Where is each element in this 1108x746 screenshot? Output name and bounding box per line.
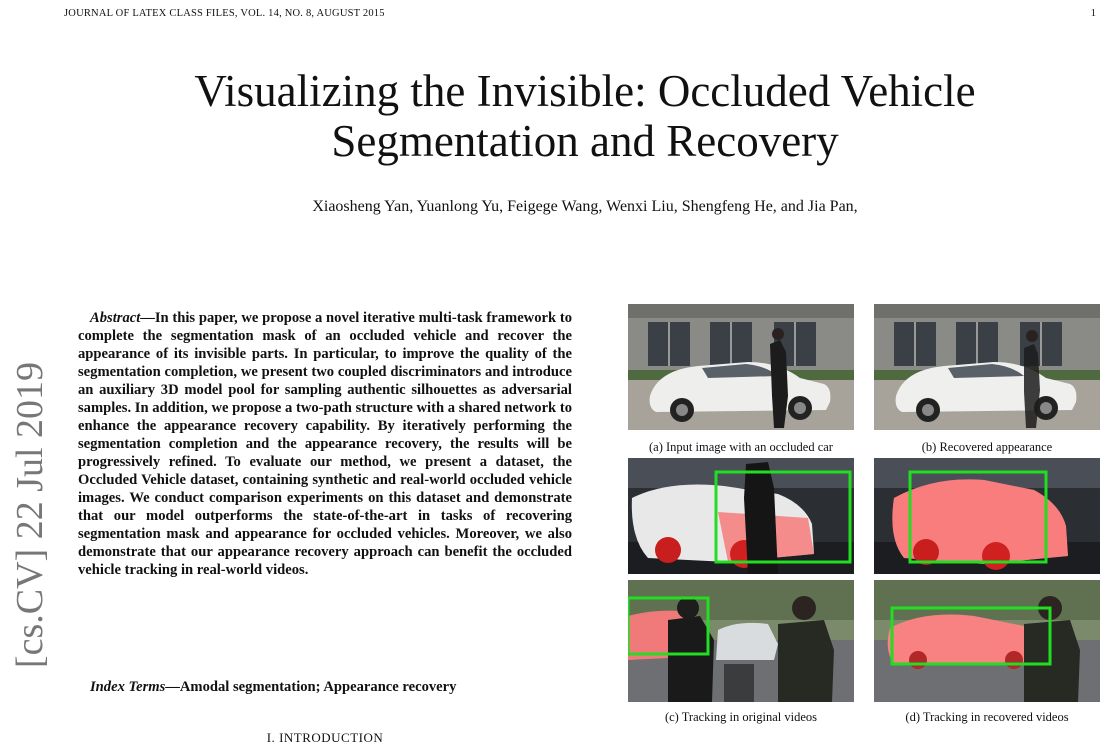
title-line-2: Segmentation and Recovery	[331, 116, 839, 166]
caption-a: (a) Input image with an occluded car	[649, 440, 833, 454]
abstract-dash: —	[140, 310, 155, 326]
panel-recovered-appearance	[874, 304, 1100, 430]
caption-c: (c) Tracking in original videos	[664, 710, 818, 724]
arxiv-stamp: [cs.CV] 22 Jul 2019	[9, 361, 51, 669]
abstract-paragraph	[78, 309, 572, 579]
section-number: I.	[266, 730, 276, 745]
paper-title	[80, 66, 1090, 166]
index-terms	[78, 678, 572, 696]
index-terms-text: Amodal segmentation; Appearance recovery	[179, 679, 457, 695]
panel-segmentation-recovered	[874, 458, 1100, 574]
index-terms-heading: Index Terms	[90, 679, 166, 695]
teaser-figure	[620, 302, 1100, 732]
panel-segmentation-original	[628, 458, 854, 574]
recovered-appearance-picture	[874, 304, 1100, 430]
abstract	[78, 309, 572, 579]
abstract-heading: Abstract	[90, 310, 141, 326]
tracking-recovered-picture	[874, 580, 1100, 702]
section-title: INTRODUCTION	[279, 730, 384, 745]
segmentation-recovered-picture	[874, 458, 1100, 574]
running-head: JOURNAL OF LATEX CLASS FILES, VOL. 14, NO. 8, AUGUST 2015	[64, 8, 385, 19]
section-heading	[78, 730, 572, 746]
tracking-original-picture	[628, 580, 854, 702]
caption-d: (d) Tracking in recovered videos	[905, 710, 1069, 724]
author-list: Xiaosheng Yan, Yuanlong Yu, Feigege Wang, Wenxi Liu, Shengfeng He, and Jia Pan,	[312, 198, 858, 215]
panel-input-image	[628, 304, 854, 430]
input-image-picture	[628, 304, 854, 430]
segmentation-original-picture	[628, 458, 854, 574]
page-number: 1	[1090, 8, 1096, 19]
title-line-1: Visualizing the Invisible: Occluded Vehicle	[194, 66, 976, 116]
panel-tracking-recovered	[874, 580, 1100, 702]
abstract-text: In this paper, we propose a novel iterative multi-task framework to complete the segmentation mask of an occluded vehicle and recover the appearance of its invisible parts. In particular, to improve the quality of the segmentation completion, we present two coupled discriminators and introduce an auxiliary 3D model pool for sampling authentic silhouettes as adversarial samples. In addition, we propose a two-path structure with a shared network to enhance the appearance recovery capability. By iteratively performing the segmentation completion and the appearance recovery, the results will be progressively refined. To evaluate our method, we present a dataset, the Occluded Vehicle dataset, containing synthetic and real-world occluded vehicle images. We conduct comparison experiments on this dataset and demonstrate that our model outperforms the state-of-the-art in tasks of recovering segmentation mask and appearance for occluded vehicles. Moreover, we also demonstrate that our appearance recovery approach can benefit the occluded vehicle tracking in real-world videos.	[78, 310, 572, 578]
caption-b: (b) Recovered appearance	[921, 440, 1053, 454]
panel-tracking-original	[628, 580, 854, 702]
index-terms-dash: —	[165, 679, 180, 695]
